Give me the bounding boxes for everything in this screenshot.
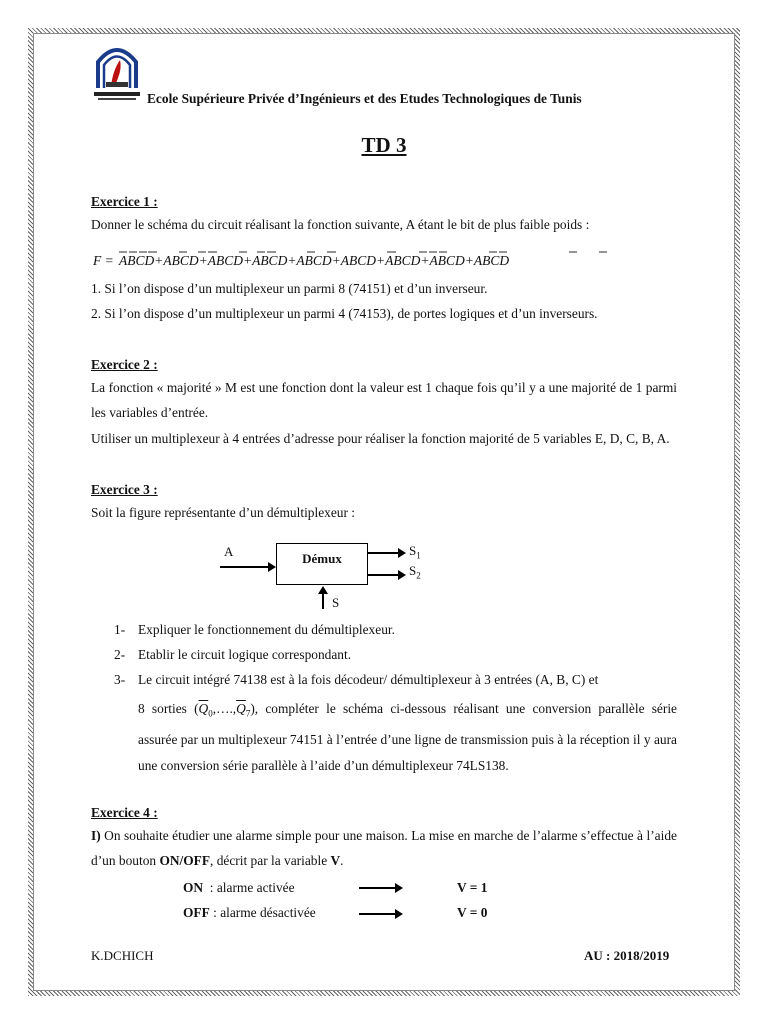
exercise-3-item-3-continued: 8 sorties $(\overline{Q}_0,\dots.,\overline{Q}_7)$, compléter le schéma ci-dessous réalisant une conversion parallèle série assurée par un multiplexeur 74151 à l’entrée d’une ligne de transmission puis à la réception il y aura une conversion série parallèle à l’aide d’un démultiplexeur 74LS138.	[138, 701, 677, 773]
off-arrow	[359, 913, 401, 915]
output-1-arrow	[368, 552, 404, 554]
heading-text: Exercice 3 :	[91, 482, 158, 497]
on-arrow	[359, 887, 401, 889]
exercise-2-heading	[91, 352, 677, 377]
select-arrowhead	[318, 586, 328, 594]
on-row: ON : alarme activée	[183, 880, 295, 895]
off-value: V = 0	[457, 905, 488, 920]
footer-year: AU : 2018/2019	[584, 948, 670, 963]
exercise-3-intro: Soit la figure représentante d’un démultiplexeur :	[91, 505, 356, 520]
demux-label: Démux	[302, 551, 342, 566]
formula-prefix: F =	[93, 253, 114, 268]
page-title: TD 3	[361, 133, 407, 157]
boolean-formula	[91, 245, 651, 273]
heading-text: Exercice 1 :	[91, 194, 158, 209]
svg-text:ABCD+ABCD+ABCD+ABCD+ABCD+ABCD+: ABCD+ABCD+ABCD+ABCD+ABCD+ABCD+ABCD+ABCD+ABCD	[119, 253, 510, 268]
footer-author: K.DCHICH	[91, 948, 154, 963]
exercise-3-heading	[91, 477, 677, 502]
school-name: Ecole Supérieure Privée d’Ingénieurs et des Etudes Technologiques de Tunis	[147, 91, 582, 106]
exercise-2-paragraph-2: Utiliser un multiplexeur à 4 entrées d’adresse pour réaliser la fonction majorité de 5 variables E, D, C, B, A.	[91, 431, 670, 446]
exercise-4-paragraph: I) On souhaite étudier une alarme simple pour une maison. La mise en marche de l’alarme s’effectue à l’aide d’un bouton ON/OFF, décrit par la variable V.	[91, 828, 677, 868]
exercise-1-heading	[91, 189, 677, 214]
output-1-label: $S_1$	[409, 543, 421, 561]
heading-text: Exercice 2 :	[91, 357, 158, 372]
input-label: A	[224, 544, 234, 559]
off-row: OFF : alarme désactivée	[183, 905, 316, 920]
exercise-1-question-2: 2. Si l’on dispose d’un multiplexeur un parmi 4 (74153), de portes logiques et d’un inverseurs.	[91, 306, 598, 321]
exercise-1-intro: Donner le schéma du circuit réalisant la fonction suivante, A étant le bit de plus faible poids :	[91, 217, 590, 232]
output-2-label: $S_2$	[409, 563, 421, 581]
input-arrow	[220, 566, 274, 568]
output-2-arrow	[368, 574, 404, 576]
exercise-4-heading	[91, 800, 677, 825]
on-value: V = 1	[457, 880, 488, 895]
select-label: S	[332, 595, 340, 610]
exercise-1-question-1: 1. Si l’on dispose d’un multiplexeur un parmi 8 (74151) et d’un inverseur.	[91, 281, 488, 296]
heading-text: Exercice 4 :	[91, 805, 158, 820]
demux-box	[276, 543, 368, 585]
school-logo	[92, 40, 142, 106]
exercise-2-paragraph-1: La fonction « majorité » M est une fonction dont la valeur est 1 chaque fois qu’il y a une majorité de 1 parmi les variables d’entrée.	[91, 380, 677, 420]
